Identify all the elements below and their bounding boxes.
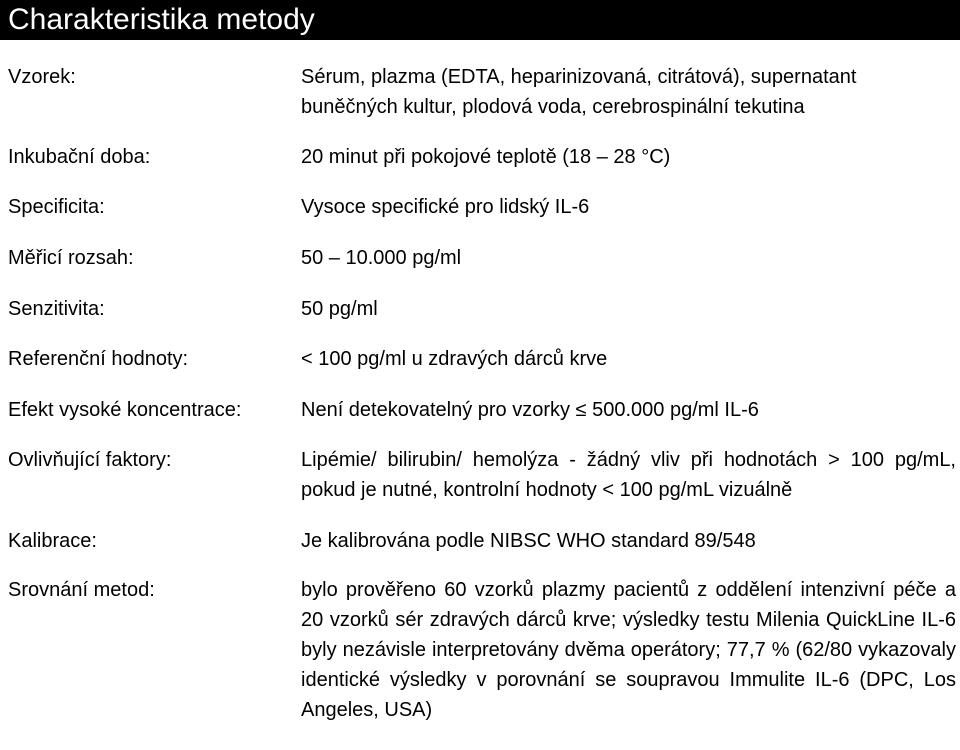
row-value: 20 minut při pokojové teplotě (18 – 28 °C) <box>301 146 671 168</box>
row-label: Efekt vysoké koncentrace: <box>8 399 242 421</box>
row-label: Vzorek: <box>8 66 76 88</box>
row-label: Specificita: <box>8 196 105 218</box>
row-label: Inkubační doba: <box>8 146 151 168</box>
row-value: bylo prověřeno 60 vzorků plazmy pacientů z oddělení intenzivní péče a 20 vzorků sér zdravých dárců krve; výsledky testu Milenia QuickLine IL-6 byly nezávisle interpretovány dvěma operátory; 77,7 % (62/80 vykazovaly identické výsledky v porovnání se soupravou Immulite IL-6 (DPC, Los Angeles, USA) <box>301 579 956 721</box>
row-label: Srovnání metod: <box>8 579 155 601</box>
row-value: Není detekovatelný pro vzorky ≤ 500.000 pg/ml IL-6 <box>301 399 759 421</box>
row-value: Je kalibrována podle NIBSC WHO standard 89/548 <box>301 530 756 552</box>
page-title: Charakteristika metody <box>8 3 315 36</box>
row-value: 50 pg/ml <box>301 298 378 320</box>
row-value: Vysoce specifické pro lidský IL-6 <box>301 196 590 218</box>
row-value: Lipémie/ bilirubin/ hemolýza - žádný vliv při hodnotách > 100 pg/mL, pokud je nutné, kontrolní hodnoty < 100 pg/mL vizuálně <box>301 449 956 501</box>
row-label: Senzitivita: <box>8 298 105 320</box>
row-value: < 100 pg/ml u zdravých dárců krve <box>301 348 608 370</box>
row-label: Měřicí rozsah: <box>8 247 134 269</box>
row-label: Referenční hodnoty: <box>8 348 189 370</box>
title-bar <box>0 0 960 40</box>
row-label: Ovlivňující faktory: <box>8 449 172 471</box>
row-value: 50 – 10.000 pg/ml <box>301 247 462 269</box>
row-label: Kalibrace: <box>8 530 97 552</box>
row-value: Sérum, plazma (EDTA, heparinizovaná, citrátová), supernatant buněčných kultur, plodová voda, cerebrospinální tekutina <box>301 66 857 118</box>
